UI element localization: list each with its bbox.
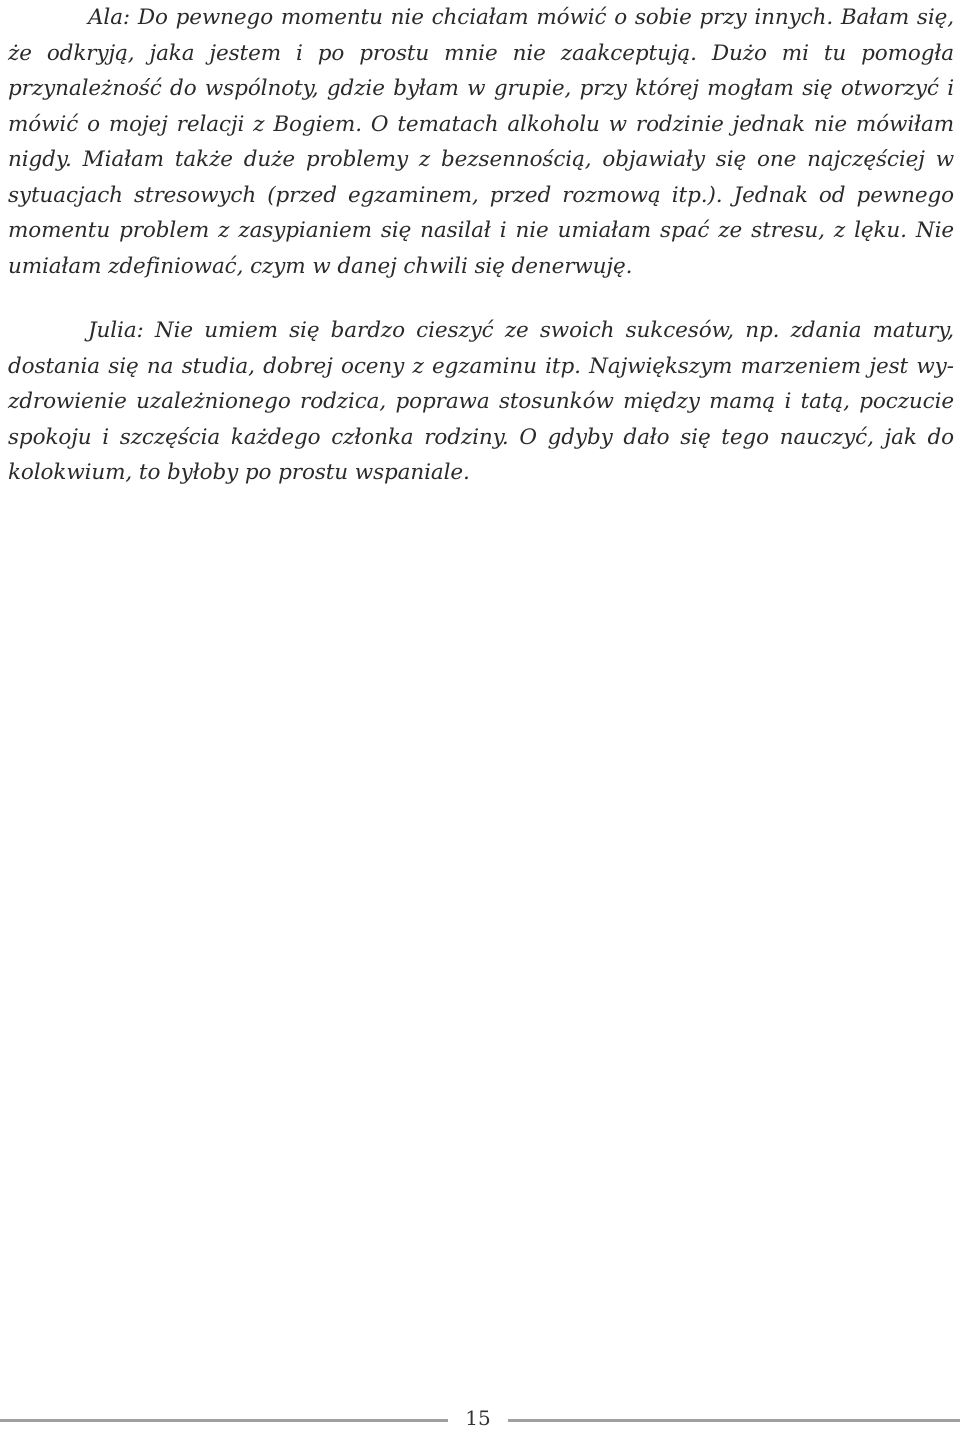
paragraph-text-julia: Nie umiem się bardzo cieszyć ze swoich sukcesów, np. zdania matury, dostania się na studia, dobrej oceny z egzaminu itp. Największym marzeniem jest wyzdrowienie uzależnionego rodzica, poprawa stosunków między mamą i tatą, poczucie spokoju i szczęścia każdego członka rodziny. O gdyby dało się tego nauczyć, jak do kolokwium, to byłoby po prostu wspaniale.	[8, 318, 955, 485]
speaker-ala: Ala:	[88, 5, 131, 30]
paragraph-text-ala: Do pewnego momentu nie chciałam mówić o sobie przy innych. Bałam się, że odkryją, jaka jestem i po prostu mnie nie zaakceptują. Dużo mi tu pomogła przynależność do wspólnoty, gdzie byłam w grupie, przy której mogłam się otworzyć i mówić o mojej relacji z Bogiem. O tematach alkoholu w rodzinie jednak nie mówiłam nigdy. Miałam także duże problemy z bezsennością, objawiały się one najczęściej w sytuacjach stresowych (przed egzaminem, przed rozmową itp.). Jednak od pewnego momentu problem z zasypianiem się nasilał i nie umiałam spać ze stresu, z lęku. Nie umiałam zdefiniować, czym w danej chwili się denerwuję.	[8, 5, 954, 279]
paragraph-julia	[8, 313, 954, 491]
footer-rule-left	[0, 1419, 448, 1422]
paragraph-ala	[8, 0, 954, 284]
footer-rule-right	[508, 1419, 960, 1422]
document-page	[8, 0, 954, 491]
speaker-julia: Julia:	[88, 318, 144, 343]
page-footer	[0, 1404, 960, 1434]
page-number: 15	[465, 1406, 491, 1430]
